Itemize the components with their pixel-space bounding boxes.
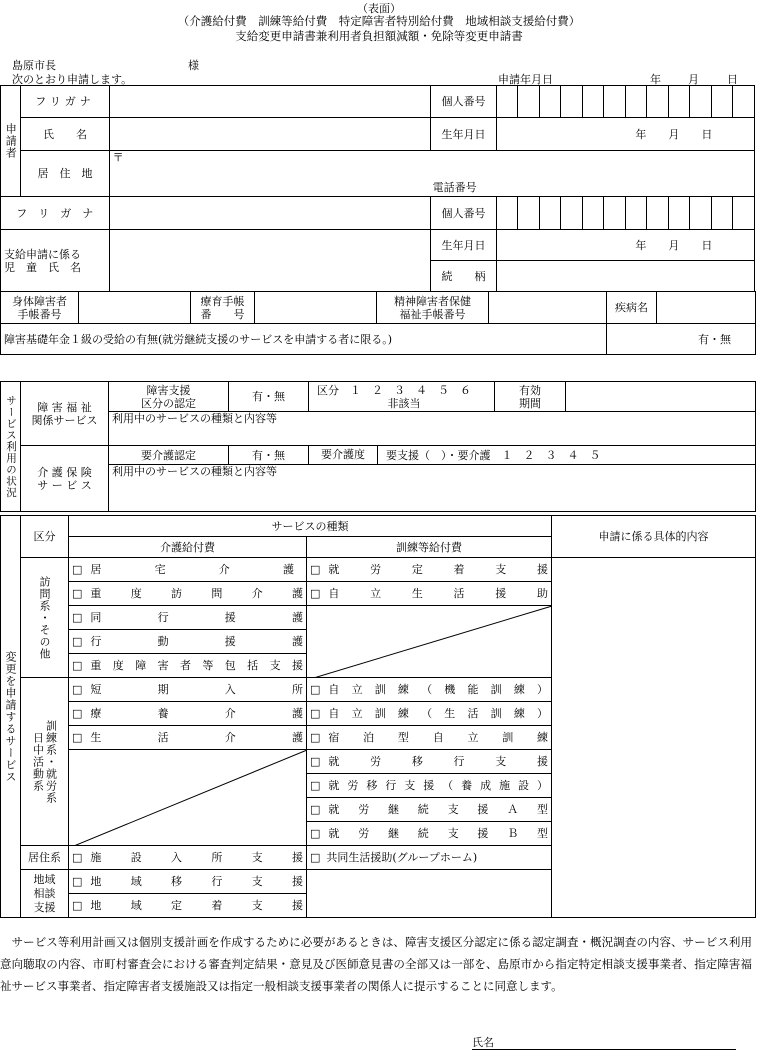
category-visit: 訪問系・その他 — [21, 558, 69, 678]
welfare-current-service-field[interactable]: 利用中のサービスの種類と内容等 — [109, 412, 756, 446]
child-name-label: 支給申請に係る 児 童 氏 名 — [1, 230, 110, 292]
child-no-digit[interactable] — [711, 197, 733, 230]
child-furigana-label: フ リ ガ ナ — [1, 197, 110, 230]
service-residential-training[interactable]: □ 宿泊型自立訓練 — [307, 726, 552, 750]
child-furigana-field[interactable] — [109, 197, 431, 230]
disease-field[interactable] — [657, 292, 756, 324]
disease-label: 疾病名 — [607, 292, 657, 324]
category-home: 居住系 — [21, 846, 69, 870]
checkbox[interactable]: □ — [310, 779, 321, 792]
valid-period-label: 有効 期間 — [495, 382, 566, 412]
applicant-no-digit[interactable] — [690, 86, 712, 118]
ryoiku-notebook-field[interactable] — [255, 292, 377, 324]
category-local: 地域 相談 支援 — [21, 870, 69, 918]
applicant-furigana-label: フリガナ — [21, 86, 109, 118]
applicant-no-digit[interactable] — [561, 86, 583, 118]
child-relation-field[interactable] — [496, 261, 754, 292]
child-no-digit[interactable] — [690, 197, 712, 230]
checkbox[interactable]: □ — [72, 899, 83, 912]
detail-field[interactable] — [552, 558, 756, 918]
application-date-label: 申請年月日 — [498, 73, 553, 86]
checkbox[interactable]: □ — [310, 827, 321, 840]
diagonal-line — [307, 606, 552, 678]
usage-table — [0, 381, 756, 512]
checkbox[interactable]: □ — [72, 611, 83, 624]
child-no-digit[interactable] — [647, 197, 669, 230]
service-medical-care[interactable]: □ 療養介護 — [69, 702, 307, 726]
checkbox[interactable]: □ — [72, 875, 83, 888]
checkbox[interactable]: □ — [72, 683, 83, 696]
child-individual-no-label: 個人番号 — [431, 197, 497, 230]
physical-notebook-field[interactable] — [79, 292, 191, 324]
checkbox[interactable]: □ — [310, 803, 321, 816]
diagonal-line — [69, 750, 307, 846]
service-work-retention[interactable]: □ 就労定着支援 — [307, 558, 552, 582]
care-cert-label: 要介護認定 — [109, 446, 229, 465]
service-local-transition[interactable]: □ 地域移行支援 — [69, 870, 307, 894]
service-types-header: サービスの種類 — [69, 516, 552, 537]
checkbox[interactable]: □ — [310, 755, 321, 768]
welfare-service-label: 障 害 福 祉 関係サービス — [21, 382, 109, 446]
physical-notebook-label: 身体障害者 手帳番号 — [1, 292, 79, 324]
child-no-digit[interactable] — [496, 197, 518, 230]
care-cert-yesno[interactable]: 有・無 — [229, 446, 309, 465]
applicant-no-digit[interactable] — [518, 86, 540, 118]
service-facility-admission[interactable]: □ 施設入所支援 — [69, 846, 307, 870]
applicant-no-digit[interactable] — [647, 86, 669, 118]
detail-header: 申請に係る具体的内容 — [552, 516, 756, 558]
care-level-select[interactable]: 要支援（ ）・要介護 １ ２ ３ ４ ５ — [386, 448, 601, 462]
care-level-row — [309, 446, 756, 465]
child-no-digit[interactable] — [518, 197, 540, 230]
checkbox[interactable]: □ — [72, 851, 83, 864]
child-no-digit[interactable] — [561, 197, 583, 230]
child-relation-label: 続 柄 — [431, 261, 497, 292]
checkbox[interactable]: □ — [72, 563, 83, 576]
certify-yesno[interactable]: 有・無 — [229, 382, 309, 412]
applicant-furigana-field[interactable] — [109, 86, 431, 118]
ryoiku-notebook-label: 療育手帳 番 号 — [191, 292, 255, 324]
services-table — [0, 515, 756, 918]
service-training-function[interactable]: □ 自立訓練（機能訓練） — [307, 678, 552, 702]
sama-label: 様 — [188, 59, 199, 72]
pension-yesno[interactable]: 有・無 — [607, 324, 756, 355]
service-life-care[interactable]: □ 生活介護 — [69, 726, 307, 750]
service-work-continuation-a[interactable]: □ 就労継続支援Ａ型 — [307, 798, 552, 822]
mental-notebook-field[interactable] — [489, 292, 607, 324]
form-side-label: （表面） — [357, 2, 401, 15]
kubun-header: 区分 — [21, 516, 69, 558]
postal-mark: 〒 — [112, 151, 124, 164]
checkbox[interactable]: □ — [310, 587, 321, 600]
child-birth-field[interactable]: 年 月 日 — [496, 230, 754, 261]
child-no-digit[interactable] — [733, 197, 755, 230]
kunren-header: 訓練等給付費 — [307, 537, 552, 558]
applicant-address-label: 居 住 地 — [21, 151, 109, 197]
care-insurance-label: 介 護 保 険 サ ー ビ ス — [21, 446, 109, 512]
form-title: 支給変更申請書兼利用者負担額減額・免除等変更申請書 — [235, 29, 523, 43]
applicant-no-digit[interactable] — [711, 86, 733, 118]
service-severe-visit[interactable]: □ 重度訪問介護 — [69, 582, 307, 606]
consent-text: サービス等利用計画又は個別支援計画を作成するために必要があるときは、障害支援区分認定に係る認定調査・概況調査の内容、サービス利用意向聴取の内容、市町村審査会における審査判定結果・意見及び医師意見書の全部又は一部を、島原市から指定特定相談支援事業者、指定障害福祉サービス事業者、指定障害者支援施設又は指定一般相談支援事業者の関係人に提示することに同意します。 — [0, 935, 752, 993]
applicant-no-digit[interactable] — [582, 86, 604, 118]
child-no-digit[interactable] — [668, 197, 690, 230]
service-independent-living[interactable]: □ 自立生活援助 — [307, 582, 552, 606]
child-name-field[interactable] — [109, 230, 431, 292]
child-no-digit[interactable] — [582, 197, 604, 230]
service-training-life[interactable]: □ 自立訓練（生活訓練） — [307, 702, 552, 726]
applicant-no-digit[interactable] — [733, 86, 755, 118]
applicant-individual-no-label: 個人番号 — [431, 86, 497, 118]
checkbox[interactable]: □ — [310, 707, 321, 720]
applicant-birth-label: 生年月日 — [431, 118, 497, 151]
checkbox[interactable]: □ — [310, 851, 321, 864]
service-group-home[interactable]: □ 共同生活援助(グループホーム) — [307, 846, 552, 870]
form-subtitle: （介護給付費 訓練等給付費 特定障害者特別給付費 地域相談支援給付費） — [177, 14, 581, 28]
date-day: 日 — [727, 73, 738, 86]
pension-question: 障害基礎年金１級の受給の有無(就労継続支援のサービスを申請する者に限る。) — [1, 324, 607, 355]
checkbox[interactable]: □ — [72, 587, 83, 600]
applicant-no-digit[interactable] — [496, 86, 518, 118]
category-day: 日中活動系 訓練系・就労系 — [21, 678, 69, 846]
care-level-label: 要介護度 — [309, 446, 378, 464]
services-side-label: 変更を申請するサービス — [1, 516, 21, 918]
child-birth-label: 生年月日 — [431, 230, 497, 261]
service-accompany[interactable]: □ 同行援護 — [69, 606, 307, 630]
usage-side-label: サービス利用の状況 — [1, 382, 21, 512]
signature-label: 氏名 — [472, 1036, 494, 1049]
service-work-transition[interactable]: □ 就労移行支援 — [307, 750, 552, 774]
applicant-no-digit[interactable] — [625, 86, 647, 118]
request-text: 次のとおり申請します。 — [12, 73, 133, 86]
checkbox[interactable]: □ — [72, 635, 83, 648]
care-current-service-field[interactable]: 利用中のサービスの種類と内容等 — [109, 465, 756, 512]
notebooks-table — [0, 291, 756, 355]
date-year: 年 — [650, 73, 661, 86]
checkbox[interactable]: □ — [72, 731, 83, 744]
applicant-name-field[interactable] — [109, 118, 431, 151]
applicant-table — [0, 85, 755, 197]
checkbox[interactable]: □ — [72, 659, 83, 672]
checkbox[interactable]: □ — [310, 731, 321, 744]
service-comprehensive[interactable]: □ 重度障害者等包括支援 — [69, 654, 307, 678]
kubun-select[interactable]: 区分 １ ２ ３ ４ ５ ６ 非該当 — [309, 382, 495, 412]
child-no-digit[interactable] — [604, 197, 626, 230]
phone-label: 電話番号 — [432, 181, 477, 194]
child-table — [0, 196, 755, 292]
service-work-transition-facility[interactable]: □ 就労移行支援（養成施設） — [307, 774, 552, 798]
service-local-settlement[interactable]: □ 地域定着支援 — [69, 894, 307, 918]
service-work-continuation-b[interactable]: □ 就労継続支援Ｂ型 — [307, 822, 552, 846]
applicant-name-label: 氏 名 — [21, 118, 109, 151]
applicant-no-digit[interactable] — [604, 86, 626, 118]
applicant-side-label: 申請者 — [1, 86, 21, 197]
checkbox[interactable]: □ — [72, 707, 83, 720]
child-no-digit[interactable] — [539, 197, 561, 230]
kaigo-header: 介護給付費 — [69, 537, 307, 558]
mayor-label: 島原市長 — [12, 59, 56, 72]
applicant-address-field[interactable] — [109, 151, 754, 197]
applicant-no-digit[interactable] — [539, 86, 561, 118]
day-kaigo-empty — [69, 750, 307, 846]
signature-field[interactable] — [472, 1034, 736, 1050]
applicant-birth-field[interactable]: 年 月 日 — [496, 118, 754, 151]
visit-kunren-empty — [307, 606, 552, 678]
local-kunren-empty — [307, 870, 552, 918]
service-short-stay[interactable]: □ 短期入所 — [69, 678, 307, 702]
mental-notebook-label: 精神障害者保健 福祉手帳番号 — [377, 292, 489, 324]
service-home-care[interactable]: □ 居宅介護 — [69, 558, 307, 582]
service-behavior[interactable]: □ 行動援護 — [69, 630, 307, 654]
certify-label: 障害支援 区分の認定 — [109, 382, 229, 412]
checkbox[interactable]: □ — [310, 683, 321, 696]
applicant-no-digit[interactable] — [668, 86, 690, 118]
checkbox[interactable]: □ — [310, 563, 321, 576]
valid-period-field[interactable] — [566, 382, 756, 412]
date-month: 月 — [688, 73, 699, 86]
child-no-digit[interactable] — [625, 197, 647, 230]
